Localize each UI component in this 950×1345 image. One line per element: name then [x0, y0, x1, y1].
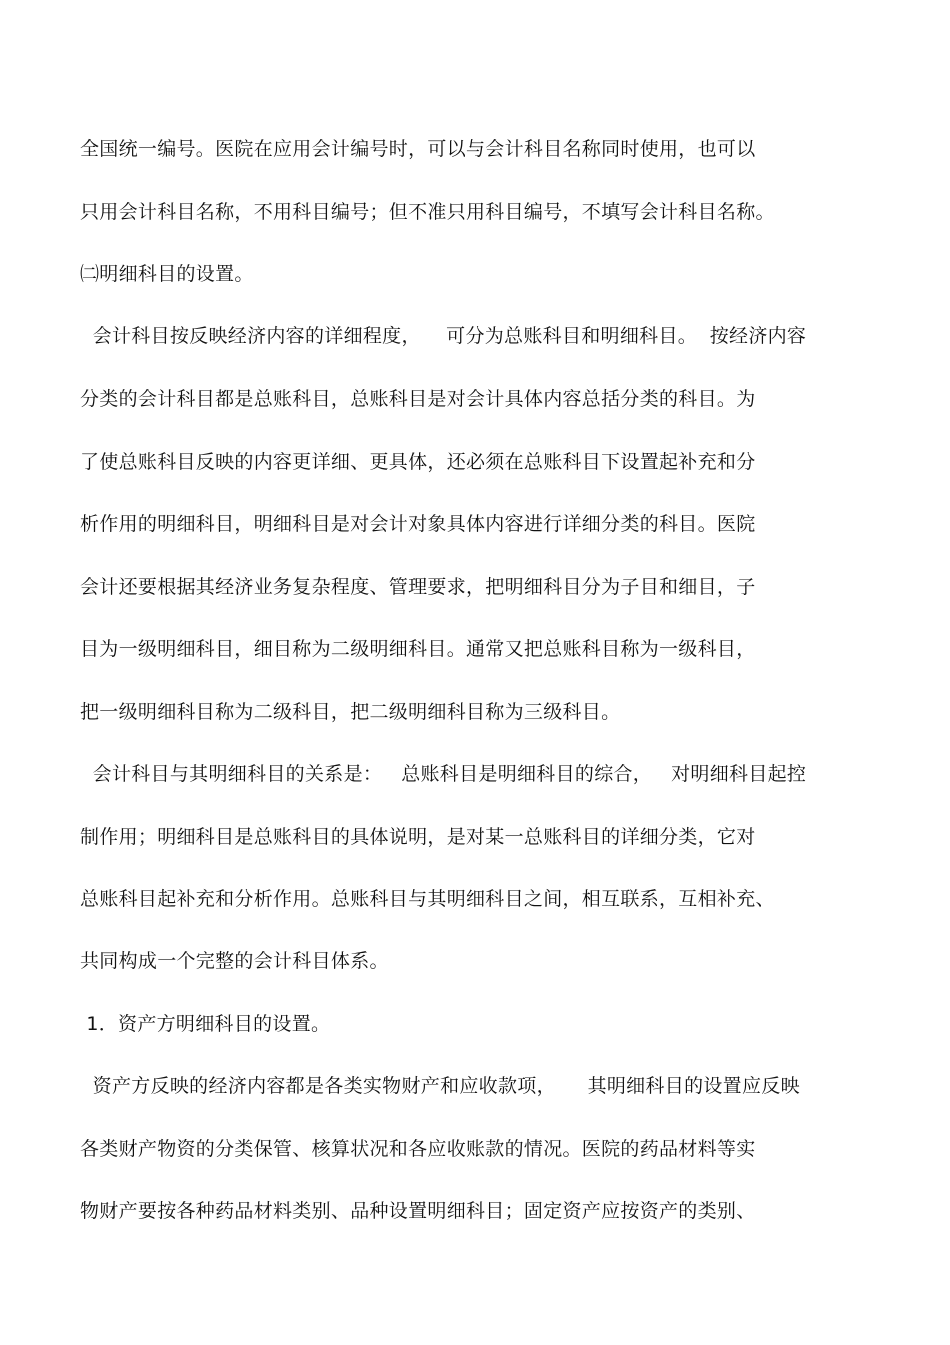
paragraph-line: 分类的会计科目都是总账科目，总账科目是对会计具体内容总括分类的科目。为: [80, 388, 756, 410]
paragraph-line: 了使总账科目反映的内容更详细、更具体，还必须在总账科目下设置起补充和分: [80, 451, 756, 473]
paragraph-line: 总账科目起补充和分析作用。总账科目与其明细科目之间，相互联系，互相补充、: [80, 888, 775, 910]
paragraph-line: 资产方反映的经济内容都是各类实物财产和应收款项， 其明细科目的设置应反映: [80, 1075, 800, 1097]
paragraph-line: 物财产要按各种药品材料类别、品种设置明细科目；固定资产应按资产的类别、: [80, 1200, 756, 1222]
paragraph-line: 只用会计科目名称，不用科目编号；但不准只用科目编号，不填写会计科目名称。: [80, 201, 775, 223]
paragraph-line: 目为一级明细科目，细目称为二级明细科目。通常又把总账科目称为一级科目，: [80, 638, 756, 660]
paragraph-line: 制作用；明细科目是总账科目的具体说明，是对某一总账科目的详细分类，它对: [80, 826, 756, 848]
paragraph-line: 全国统一编号。医院在应用会计编号时，可以与会计科目名称同时使用，也可以: [80, 138, 756, 160]
subsection-heading: 1．资产方明细科目的设置。: [80, 1013, 331, 1035]
paragraph-line: 共同构成一个完整的会计科目体系。: [80, 950, 389, 972]
paragraph-line: 各类财产物资的分类保管、核算状况和各应收账款的情况。医院的药品材料等实: [80, 1138, 756, 1160]
paragraph-line: 析作用的明细科目，明细科目是对会计对象具体内容进行详细分类的科目。医院: [80, 513, 756, 535]
section-heading: ㈡明细科目的设置。: [80, 263, 254, 285]
paragraph-line: 把一级明细科目称为二级科目，把二级明细科目称为三级科目。: [80, 701, 621, 723]
paragraph-line: 会计科目与其明细科目的关系是： 总账科目是明细科目的综合， 对明细科目起控: [80, 763, 807, 785]
paragraph-line: 会计科目按反映经济内容的详细程度， 可分为总账科目和明细科目。 按经济内容: [80, 325, 807, 347]
paragraph-line: 会计还要根据其经济业务复杂程度、管理要求，把明细科目分为子目和细目，子: [80, 576, 756, 598]
